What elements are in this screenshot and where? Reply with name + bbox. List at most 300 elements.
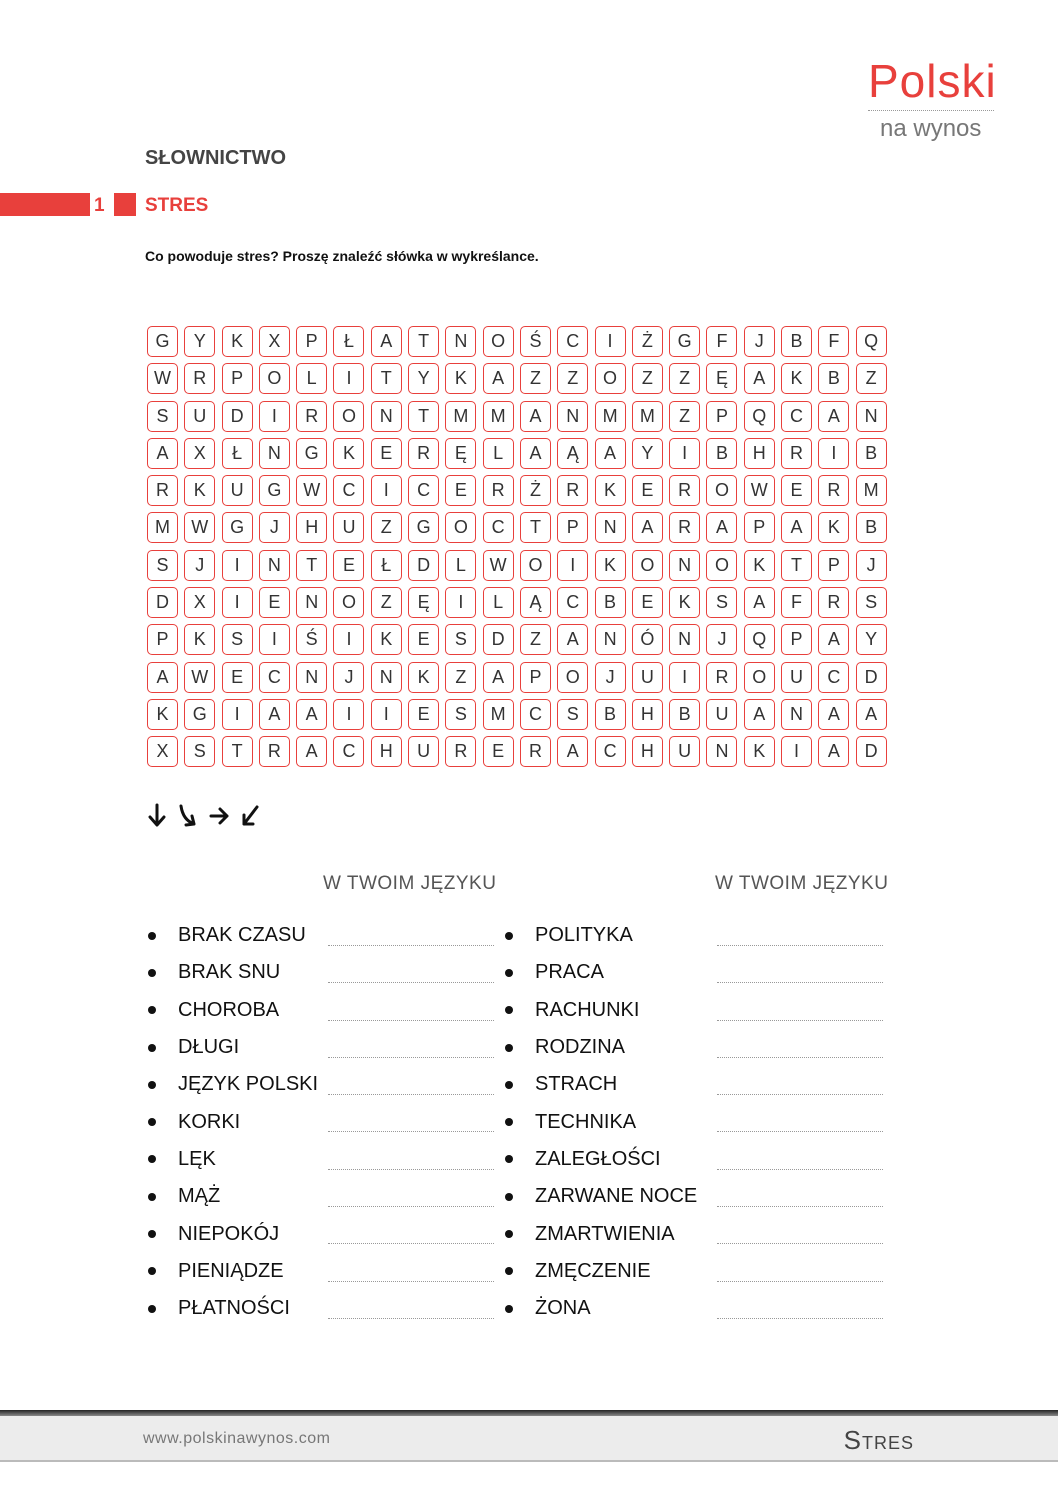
grid-cell: K [408, 662, 439, 693]
down-arrow-icon [146, 802, 168, 830]
grid-cell: P [557, 512, 588, 543]
grid-cell: K [595, 550, 626, 581]
grid-cell: D [483, 624, 514, 655]
grid-cell: Ą [520, 587, 551, 618]
translation-answer-line[interactable] [717, 945, 883, 946]
bullet-icon [505, 1230, 513, 1238]
grid-cell: O [706, 475, 737, 506]
grid-cell: A [744, 699, 775, 730]
grid-cell: Ł [222, 438, 253, 469]
bullet-icon [505, 1044, 513, 1052]
grid-cell: O [744, 662, 775, 693]
grid-cell: S [222, 624, 253, 655]
grid-cell: K [781, 363, 812, 394]
grid-cell: K [184, 624, 215, 655]
grid-cell: G [408, 512, 439, 543]
grid-cell: Ę [445, 438, 476, 469]
grid-cell: K [744, 736, 775, 767]
grid-cell: U [706, 699, 737, 730]
vocabulary-word: DŁUGI [178, 1036, 240, 1059]
grid-cell: X [184, 587, 215, 618]
grid-cell: M [445, 401, 476, 432]
grid-cell: C [818, 662, 849, 693]
bullet-icon [505, 1155, 513, 1163]
vocabulary-word: BRAK CZASU [178, 924, 306, 947]
grid-cell: G [259, 475, 290, 506]
grid-cell: D [856, 736, 887, 767]
grid-cell: P [706, 401, 737, 432]
grid-cell: R [557, 475, 588, 506]
grid-cell: B [818, 363, 849, 394]
grid-cell: P [296, 326, 327, 357]
column-header-left: W TWOIM JĘZYKU [323, 873, 497, 894]
grid-cell: A [818, 736, 849, 767]
grid-cell: O [557, 662, 588, 693]
logo-separator [868, 110, 994, 111]
grid-cell: Ś [296, 624, 327, 655]
vocabulary-word: PŁATNOŚCI [178, 1297, 290, 1320]
grid-cell: U [333, 512, 364, 543]
grid-cell: Ł [371, 550, 402, 581]
grid-cell: I [445, 587, 476, 618]
grid-cell: C [333, 736, 364, 767]
grid-cell: T [371, 363, 402, 394]
grid-cell: Z [557, 363, 588, 394]
grid-cell: I [222, 699, 253, 730]
grid-cell: N [781, 699, 812, 730]
translation-answer-line[interactable] [328, 982, 494, 983]
word-list-item [505, 992, 683, 1029]
word-list-item [505, 1066, 683, 1103]
grid-cell: M [632, 401, 663, 432]
grid-cell: R [259, 736, 290, 767]
grid-cell: Q [744, 401, 775, 432]
grid-cell: B [669, 699, 700, 730]
grid-cell: A [818, 624, 849, 655]
grid-cell: N [557, 401, 588, 432]
grid-cell: Q [744, 624, 775, 655]
grid-cell: D [856, 662, 887, 693]
grid-cell: E [632, 587, 663, 618]
bullet-icon [148, 1230, 156, 1238]
grid-cell: Y [856, 624, 887, 655]
grid-cell: K [184, 475, 215, 506]
grid-cell: R [147, 475, 178, 506]
grid-cell: E [408, 624, 439, 655]
grid-cell: P [744, 512, 775, 543]
vocabulary-word: RACHUNKI [535, 998, 640, 1021]
grid-cell: A [856, 699, 887, 730]
grid-cell: C [333, 475, 364, 506]
word-list-item [505, 1141, 683, 1178]
translation-answer-line[interactable] [717, 1281, 883, 1282]
grid-cell: H [296, 512, 327, 543]
grid-cell: I [669, 662, 700, 693]
grid-cell: P [147, 624, 178, 655]
grid-cell: N [595, 512, 626, 543]
grid-cell: M [483, 699, 514, 730]
grid-cell: N [259, 438, 290, 469]
vocabulary-word: ZMARTWIENIA [535, 1222, 675, 1245]
bullet-icon [148, 1155, 156, 1163]
grid-cell: I [222, 550, 253, 581]
bullet-icon [148, 1006, 156, 1014]
grid-cell: Y [408, 363, 439, 394]
grid-cell: N [669, 624, 700, 655]
grid-cell: A [147, 438, 178, 469]
grid-cell: A [744, 587, 775, 618]
grid-cell: I [371, 699, 402, 730]
word-list-item [148, 1290, 326, 1327]
right-arrow-icon [208, 802, 230, 830]
grid-cell: M [595, 401, 626, 432]
translation-answer-line[interactable] [328, 1281, 494, 1282]
grid-cell: Z [669, 401, 700, 432]
translation-answer-line[interactable] [328, 1131, 494, 1132]
bullet-icon [505, 932, 513, 940]
grid-cell: F [818, 326, 849, 357]
word-search-grid [147, 326, 887, 767]
grid-cell: Z [520, 624, 551, 655]
grid-cell: P [520, 662, 551, 693]
grid-cell: P [818, 550, 849, 581]
grid-cell: E [371, 438, 402, 469]
translation-answer-line[interactable] [717, 1131, 883, 1132]
grid-cell: F [706, 326, 737, 357]
grid-cell: N [371, 662, 402, 693]
grid-cell: Y [184, 326, 215, 357]
bullet-icon [505, 1305, 513, 1313]
word-list-item [148, 1103, 326, 1140]
grid-cell: J [184, 550, 215, 581]
grid-cell: S [445, 624, 476, 655]
grid-cell: T [296, 550, 327, 581]
grid-cell: O [483, 326, 514, 357]
grid-cell: S [856, 587, 887, 618]
grid-cell: X [259, 326, 290, 357]
grid-cell: E [222, 662, 253, 693]
grid-cell: Z [445, 662, 476, 693]
grid-cell: K [147, 699, 178, 730]
translation-answer-line[interactable] [717, 1243, 883, 1244]
translation-answer-line[interactable] [328, 1318, 494, 1319]
bullet-icon [148, 1305, 156, 1313]
translation-answer-line[interactable] [328, 1169, 494, 1170]
grid-cell: N [296, 662, 327, 693]
grid-cell: B [595, 699, 626, 730]
grid-cell: C [781, 401, 812, 432]
grid-cell: T [781, 550, 812, 581]
vocabulary-word: STRACH [535, 1073, 618, 1096]
grid-cell: W [184, 662, 215, 693]
vocabulary-word: ŻONA [535, 1297, 591, 1320]
grid-cell: R [781, 438, 812, 469]
grid-cell: R [184, 363, 215, 394]
grid-cell: L [296, 363, 327, 394]
grid-cell: J [259, 512, 290, 543]
word-list-item [505, 1215, 683, 1252]
translation-answer-line[interactable] [328, 1243, 494, 1244]
grid-cell: R [818, 587, 849, 618]
grid-cell: I [818, 438, 849, 469]
grid-cell: A [595, 438, 626, 469]
grid-cell: R [408, 438, 439, 469]
exercise-number: 1 [94, 195, 105, 216]
exercise-marker [114, 193, 136, 216]
word-list-item [505, 1178, 698, 1215]
grid-cell: M [483, 401, 514, 432]
grid-cell: K [595, 475, 626, 506]
grid-cell: C [595, 736, 626, 767]
down-left-arrow-icon [239, 802, 261, 830]
word-list-item [148, 917, 326, 954]
grid-cell: S [184, 736, 215, 767]
grid-cell: S [445, 699, 476, 730]
grid-cell: O [333, 587, 364, 618]
bullet-icon [505, 969, 513, 977]
bullet-icon [505, 1081, 513, 1089]
grid-cell: O [706, 550, 737, 581]
grid-cell: U [632, 662, 663, 693]
grid-cell: O [259, 363, 290, 394]
grid-cell: G [147, 326, 178, 357]
grid-cell: N [296, 587, 327, 618]
grid-cell: R [483, 475, 514, 506]
grid-cell: W [483, 550, 514, 581]
grid-cell: I [333, 363, 364, 394]
bullet-icon [148, 1118, 156, 1126]
grid-cell: M [147, 512, 178, 543]
grid-cell: K [445, 363, 476, 394]
bullet-icon [148, 1193, 156, 1201]
grid-cell: E [259, 587, 290, 618]
grid-cell: K [669, 587, 700, 618]
grid-cell: A [781, 512, 812, 543]
vocabulary-word: TECHNIKA [535, 1110, 637, 1133]
grid-cell: R [818, 475, 849, 506]
down-right-arrow-icon [177, 802, 199, 830]
vocabulary-word: MĄŻ [178, 1185, 221, 1208]
vocabulary-word: BRAK SNU [178, 961, 281, 984]
word-list-item [148, 1066, 326, 1103]
grid-cell: L [483, 587, 514, 618]
grid-cell: I [333, 624, 364, 655]
grid-cell: N [371, 401, 402, 432]
grid-cell: G [669, 326, 700, 357]
grid-cell: Ę [706, 363, 737, 394]
bullet-icon [148, 1081, 156, 1089]
grid-cell: P [222, 363, 253, 394]
grid-cell: K [744, 550, 775, 581]
grid-cell: W [296, 475, 327, 506]
word-list-item [505, 1253, 683, 1290]
vocabulary-word: JĘZYK POLSKI [178, 1073, 319, 1096]
grid-cell: A [818, 401, 849, 432]
grid-cell: R [669, 512, 700, 543]
grid-cell: D [408, 550, 439, 581]
bullet-icon [148, 932, 156, 940]
grid-cell: T [520, 512, 551, 543]
grid-cell: C [259, 662, 290, 693]
vocabulary-word: NIEPOKÓJ [178, 1222, 280, 1245]
logo-sub-text: na wynos [880, 115, 982, 142]
section-title: SŁOWNICTWO [145, 147, 287, 169]
grid-cell: A [818, 699, 849, 730]
left-word-list [148, 917, 326, 1327]
grid-cell: J [333, 662, 364, 693]
grid-cell: Z [632, 363, 663, 394]
grid-cell: Ę [408, 587, 439, 618]
bullet-icon [505, 1193, 513, 1201]
grid-cell: R [296, 401, 327, 432]
grid-cell: I [222, 587, 253, 618]
vocabulary-word: PRACA [535, 961, 604, 984]
grid-cell: I [259, 401, 290, 432]
grid-cell: H [632, 699, 663, 730]
bullet-icon [148, 1267, 156, 1275]
grid-cell: B [706, 438, 737, 469]
translation-answer-line[interactable] [717, 1057, 883, 1058]
translation-answer-line[interactable] [717, 982, 883, 983]
vocabulary-word: LĘK [178, 1147, 216, 1170]
grid-cell: R [669, 475, 700, 506]
grid-cell: E [483, 736, 514, 767]
grid-cell: Z [856, 363, 887, 394]
exercise-title: STRES [145, 195, 209, 216]
bullet-icon [505, 1118, 513, 1126]
grid-cell: E [333, 550, 364, 581]
word-list-item [505, 1290, 683, 1327]
grid-cell: N [856, 401, 887, 432]
grid-cell: T [222, 736, 253, 767]
grid-cell: E [445, 475, 476, 506]
vocabulary-word: RODZINA [535, 1036, 625, 1059]
grid-cell: D [222, 401, 253, 432]
vocabulary-word: KORKI [178, 1110, 241, 1133]
grid-cell: J [856, 550, 887, 581]
grid-cell: N [669, 550, 700, 581]
translation-answer-line[interactable] [328, 1094, 494, 1095]
word-list-item [505, 1029, 683, 1066]
grid-cell: R [445, 736, 476, 767]
grid-cell: K [371, 624, 402, 655]
translation-answer-line[interactable] [717, 1169, 883, 1170]
grid-cell: A [483, 662, 514, 693]
grid-cell: S [147, 550, 178, 581]
right-word-list [505, 917, 698, 1327]
grid-cell: I [371, 475, 402, 506]
grid-cell: T [408, 326, 439, 357]
grid-cell: S [557, 699, 588, 730]
logo-main-text: Polski [868, 55, 997, 107]
footer-title: Stres [843, 1425, 914, 1455]
translation-answer-line[interactable] [717, 1318, 883, 1319]
grid-cell: A [632, 512, 663, 543]
grid-cell: I [333, 699, 364, 730]
grid-cell: A [296, 699, 327, 730]
grid-cell: Z [520, 363, 551, 394]
grid-cell: J [744, 326, 775, 357]
grid-cell: R [520, 736, 551, 767]
footer-url[interactable]: www.polskinawynos.com [143, 1430, 331, 1447]
grid-cell: R [706, 662, 737, 693]
grid-cell: E [408, 699, 439, 730]
grid-cell: J [706, 624, 737, 655]
footer-bottom-line [0, 1460, 1058, 1462]
grid-cell: A [259, 699, 290, 730]
bullet-icon [148, 1044, 156, 1052]
grid-cell: O [632, 550, 663, 581]
vocabulary-word: POLITYKA [535, 924, 633, 947]
grid-cell: J [595, 662, 626, 693]
grid-cell: A [147, 662, 178, 693]
grid-cell: S [706, 587, 737, 618]
vocabulary-word: ZMĘCZENIE [535, 1259, 651, 1282]
grid-cell: N [706, 736, 737, 767]
grid-cell: N [445, 326, 476, 357]
grid-cell: I [781, 736, 812, 767]
grid-cell: Z [371, 587, 402, 618]
translation-answer-line[interactable] [717, 1020, 883, 1021]
grid-cell: O [333, 401, 364, 432]
grid-cell: Ą [557, 438, 588, 469]
grid-cell: S [147, 401, 178, 432]
grid-cell: A [520, 438, 551, 469]
translation-answer-line[interactable] [328, 1057, 494, 1058]
grid-cell: M [856, 475, 887, 506]
grid-cell: C [557, 326, 588, 357]
translation-answer-line[interactable] [328, 1020, 494, 1021]
grid-cell: X [147, 736, 178, 767]
grid-cell: U [669, 736, 700, 767]
grid-cell: C [557, 587, 588, 618]
grid-cell: K [222, 326, 253, 357]
grid-cell: B [856, 512, 887, 543]
grid-cell: L [445, 550, 476, 581]
grid-cell: U [184, 401, 215, 432]
translation-answer-line[interactable] [328, 945, 494, 946]
word-list-item [505, 917, 683, 954]
grid-cell: I [669, 438, 700, 469]
grid-cell: G [296, 438, 327, 469]
word-list-item [148, 992, 326, 1029]
grid-cell: Ż [520, 475, 551, 506]
direction-arrows [146, 802, 261, 830]
grid-cell: L [483, 438, 514, 469]
translation-answer-line[interactable] [328, 1206, 494, 1207]
translation-answer-line[interactable] [717, 1094, 883, 1095]
grid-cell: A [371, 326, 402, 357]
exercise-bar [0, 193, 90, 216]
word-list-item [505, 954, 683, 991]
grid-cell: Z [371, 512, 402, 543]
word-list-item [505, 1103, 683, 1140]
grid-cell: W [147, 363, 178, 394]
grid-cell: C [520, 699, 551, 730]
word-list-item [148, 1215, 326, 1252]
bullet-icon [505, 1267, 513, 1275]
grid-cell: U [408, 736, 439, 767]
grid-cell: I [259, 624, 290, 655]
grid-cell: I [595, 326, 626, 357]
vocabulary-word: ZALEGŁOŚCI [535, 1147, 661, 1170]
translation-answer-line[interactable] [717, 1206, 883, 1207]
logo [868, 55, 1003, 142]
grid-cell: A [557, 624, 588, 655]
vocabulary-word: PIENIĄDZE [178, 1259, 284, 1282]
grid-cell: A [520, 401, 551, 432]
grid-cell: W [184, 512, 215, 543]
